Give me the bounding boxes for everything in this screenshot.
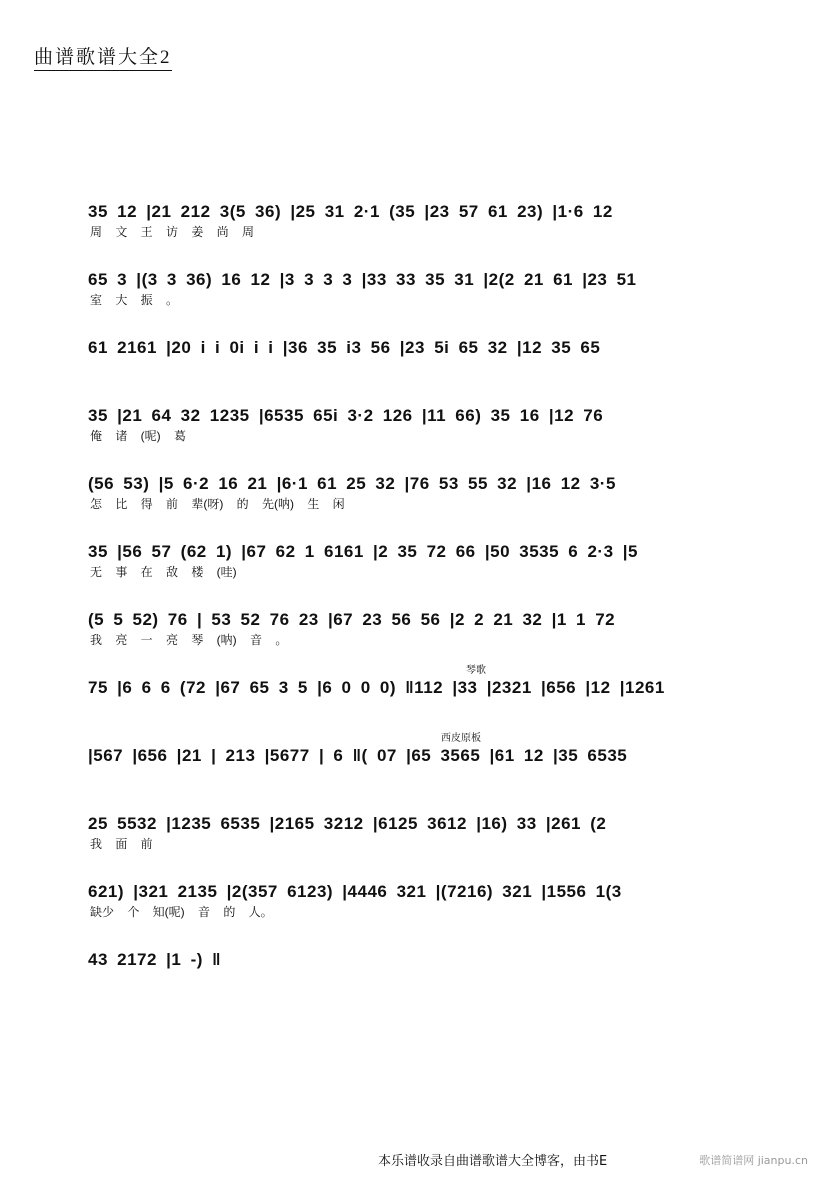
score-notes: 35 12 |21 212 3(5 36) |25 31 2·1 (35 |23 57 61 23) |1·6 12 (88, 202, 613, 221)
score-notes: 75 |6 6 6 (72 |67 65 3 5 |6 0 0 0) ‖112 |33 |2321 |656 |12 |1261 (88, 678, 665, 697)
score-lyrics (88, 972, 743, 988)
footer-text: 本乐谱收录自曲谱歌谱大全博客，由书Ε (378, 1154, 608, 1169)
score-lyrics (88, 700, 743, 716)
score-lyrics: 室 大 振 。 (90, 293, 179, 307)
score-notes: 43 2172 |1 -) ‖ (88, 950, 222, 969)
score-line (88, 608, 743, 648)
watermark: 歌谱简谱网 jianpu.cn (699, 1154, 808, 1167)
score-lyrics: 怎 比 得 前 辈(呀) 的 先(呐) 生 闲 (90, 497, 345, 511)
score-lyrics: 缺少 个 知(呢) 音 的 人。 (90, 905, 273, 919)
score-lyrics: 我 面 前 (90, 837, 153, 851)
score-line (88, 472, 743, 512)
score-notes: (5 5 52) 76 | 53 52 76 23 |67 23 56 56 |2 2 21 32 |1 1 72 (88, 610, 616, 629)
score-line (88, 812, 743, 852)
score-notes: 35 |21 64 32 1235 |6535 65i 3·2 126 |11 66) 35 16 |12 76 (88, 406, 604, 425)
score-notes: 621) |321 2135 |2(357 6123) |4446 321 |(7216) 321 |1556 1(3 (88, 882, 622, 901)
page-title: 曲谱歌谱大全2 (34, 42, 172, 71)
score-lyrics: 无 事 在 敌 楼 (哇) (90, 565, 237, 579)
score-line (88, 948, 743, 988)
score-line (88, 200, 743, 240)
score-line (88, 880, 743, 920)
score-line (88, 744, 743, 784)
section-label-qinge: 琴歌 (466, 665, 486, 676)
score-line (88, 540, 743, 580)
score-line (88, 336, 743, 376)
score-notes: 65 3 |(3 3 36) 16 12 |3 3 3 3 |33 33 35 31 |2(2 21 61 |23 51 (88, 270, 637, 289)
score-lyrics: 周 文 王 访 姜 尚 周 (90, 225, 255, 239)
score-lyrics: 俺 诸 (呢) 葛 (90, 429, 186, 443)
score-lyrics (88, 768, 743, 784)
score-lyrics (88, 360, 743, 376)
score-lyrics: 我 亮 一 亮 琴 (呐) 音 。 (90, 633, 288, 647)
score-notes: 35 |56 57 (62 1) |67 62 1 6161 |2 35 72 66 |50 3535 6 2·3 |5 (88, 542, 638, 561)
score-notes: |567 |656 |21 | 213 |5677 | 6 ‖( 07 |65 3565 |61 12 |35 6535 (88, 746, 628, 765)
score-line (88, 676, 743, 716)
score-notes: 25 5532 |1235 6535 |2165 3212 |6125 3612 |16) 33 |261 (2 (88, 814, 607, 833)
section-label-xipi: 西皮原板 (441, 733, 481, 744)
score-notes: 61 2161 |20 i i 0i i i |36 35 i3 56 |23 5i 65 32 |12 35 65 (88, 338, 601, 357)
score-line (88, 404, 743, 444)
score-line (88, 268, 743, 308)
score-notes: (56 53) |5 6·2 16 21 |6·1 61 25 32 |76 53 55 32 |16 12 3·5 (88, 474, 616, 493)
